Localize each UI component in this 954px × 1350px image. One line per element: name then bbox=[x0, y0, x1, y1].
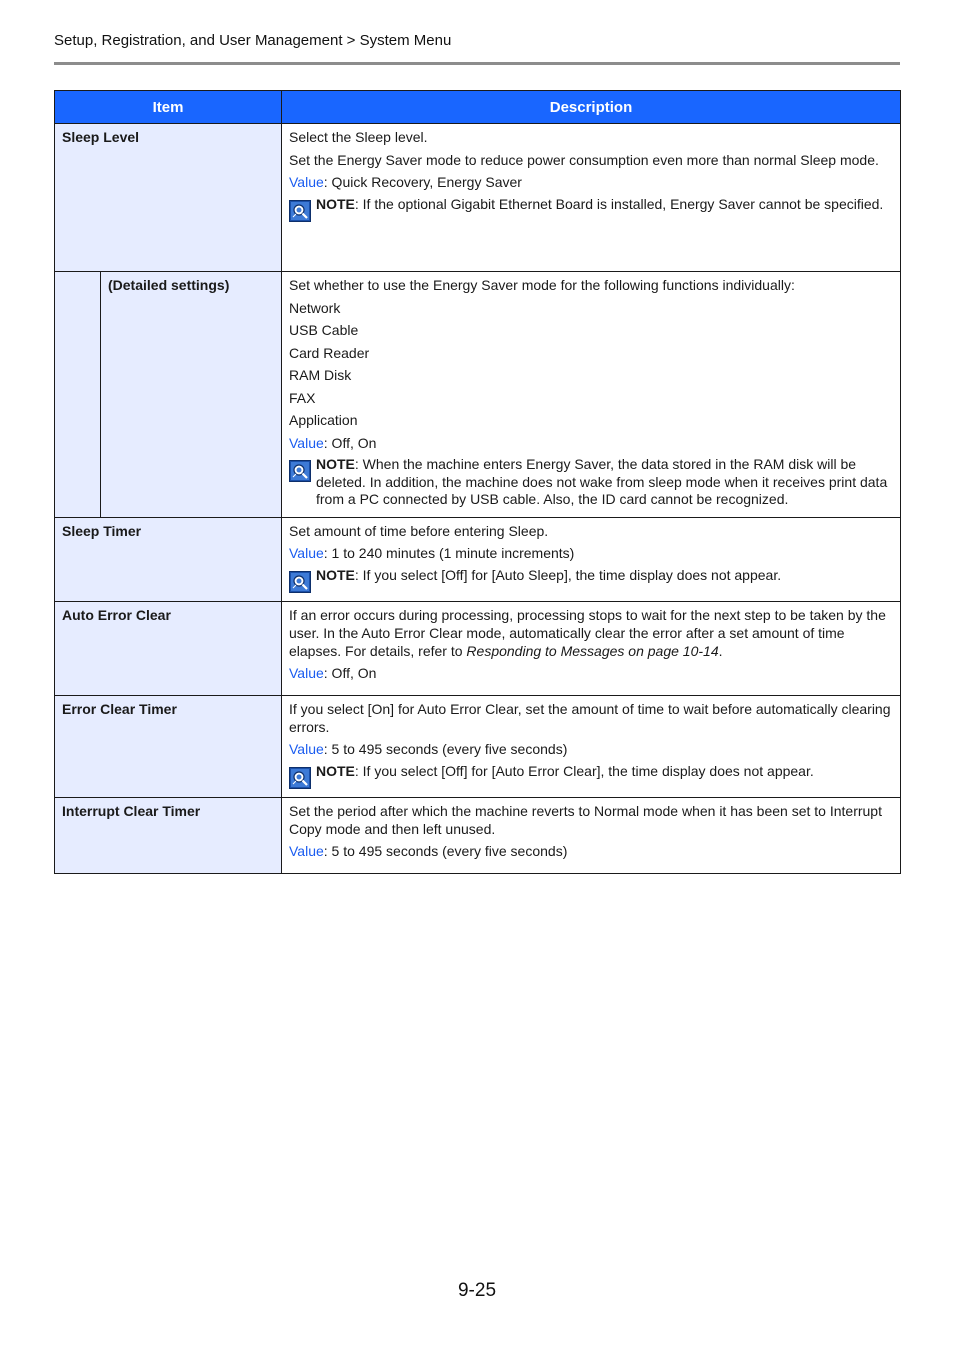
description-sleep-timer bbox=[282, 517, 901, 601]
column-header-item: Item bbox=[55, 91, 282, 124]
value-label: Value bbox=[289, 545, 324, 561]
header-rule bbox=[54, 62, 900, 65]
page-number: 9-25 bbox=[457, 1280, 497, 1301]
value-text: : 5 to 495 seconds (every five seconds) bbox=[323, 741, 568, 757]
note-block bbox=[289, 196, 892, 222]
value-label: Value bbox=[289, 434, 324, 451]
value-text: : Off, On bbox=[323, 434, 377, 451]
note-icon bbox=[289, 200, 311, 222]
note-text: : When the machine enters Energy Saver, the data stored in the RAM disk will be deleted. In addition, the machine does not wake from sleep mode when it receives print data from a PC connected by USB cable. Also, the ID card cannot be recognized. bbox=[316, 456, 888, 507]
value-line bbox=[289, 544, 892, 562]
note-label: NOTE bbox=[316, 195, 355, 212]
function-fax: FAX bbox=[289, 389, 316, 406]
value-text: : Off, On bbox=[323, 665, 377, 681]
value-text: : 5 to 495 seconds (every five seconds) bbox=[323, 843, 568, 859]
table-row-sleep-level bbox=[55, 124, 901, 272]
value-line bbox=[289, 173, 892, 191]
note-icon bbox=[289, 767, 311, 789]
value-label: Value bbox=[289, 665, 324, 681]
note-label: NOTE bbox=[316, 566, 355, 583]
note-icon bbox=[289, 460, 311, 482]
item-auto-error-clear: Auto Error Clear bbox=[55, 601, 282, 695]
running-header: Setup, Registration, and User Management > System Menu bbox=[54, 32, 452, 49]
value-text: : Quick Recovery, Energy Saver bbox=[323, 174, 522, 190]
function-usb-cable: USB Cable bbox=[289, 322, 359, 338]
indent-cell bbox=[55, 272, 101, 518]
description-line: Set the Energy Saver mode to reduce power consumption even more than normal Sleep mode. bbox=[289, 151, 879, 168]
description-interrupt-clear-timer bbox=[282, 797, 901, 873]
value-label: Value bbox=[289, 741, 324, 757]
value-text: : 1 to 240 minutes (1 minute increments) bbox=[323, 545, 575, 561]
note-label: NOTE bbox=[316, 762, 355, 779]
item-detailed-settings: (Detailed settings) bbox=[101, 272, 282, 518]
function-ram-disk: RAM Disk bbox=[289, 367, 352, 383]
description-line: Set amount of time before entering Sleep. bbox=[289, 522, 549, 539]
cross-reference: Responding to Messages on page 10-14 bbox=[466, 642, 719, 659]
table-row-error-clear-timer bbox=[55, 695, 901, 797]
description-detailed-settings bbox=[282, 272, 901, 518]
function-card-reader: Card Reader bbox=[289, 344, 370, 361]
note-block bbox=[289, 763, 892, 789]
column-header-description: Description bbox=[282, 91, 901, 124]
system-menu-table bbox=[54, 90, 901, 874]
description-line: Set whether to use the Energy Saver mode for the following functions individually: bbox=[289, 277, 795, 293]
note-text: : If the optional Gigabit Ethernet Board is installed, Energy Saver cannot be specified. bbox=[354, 195, 884, 212]
note-text: : If you select [Off] for [Auto Error Clear], the time display does not appear. bbox=[354, 762, 814, 779]
table-row-auto-error-clear bbox=[55, 601, 901, 695]
value-line bbox=[289, 740, 892, 758]
description-error-clear-timer bbox=[282, 695, 901, 797]
value-line bbox=[289, 664, 892, 682]
value-line bbox=[289, 434, 892, 452]
description-line: If you select [On] for Auto Error Clear, set the amount of time to wait before automatically clearing errors. bbox=[289, 700, 891, 735]
value-label: Value bbox=[289, 843, 324, 859]
description-line: Set the period after which the machine reverts to Normal mode when it has been set to Interrupt Copy mode and then left unused. bbox=[289, 802, 882, 837]
function-application: Application bbox=[289, 412, 358, 428]
note-label: NOTE bbox=[316, 456, 355, 472]
table-row-detailed-settings bbox=[55, 272, 901, 518]
table-row-interrupt-clear-timer bbox=[55, 797, 901, 873]
note-icon bbox=[289, 571, 311, 593]
value-line bbox=[289, 842, 892, 860]
description-sleep-level bbox=[282, 124, 901, 272]
note-block bbox=[289, 456, 892, 509]
function-network: Network bbox=[289, 299, 341, 316]
item-sleep-timer: Sleep Timer bbox=[55, 517, 282, 601]
item-sleep-level: Sleep Level bbox=[55, 124, 282, 272]
item-error-clear-timer: Error Clear Timer bbox=[55, 695, 282, 797]
note-text: : If you select [Off] for [Auto Sleep], the time display does not appear. bbox=[354, 566, 782, 583]
note-block bbox=[289, 567, 892, 593]
description-auto-error-clear bbox=[282, 601, 901, 695]
item-interrupt-clear-timer: Interrupt Clear Timer bbox=[55, 797, 282, 873]
description-line: Select the Sleep level. bbox=[289, 129, 428, 145]
value-label: Value bbox=[289, 174, 324, 190]
table-row-sleep-timer bbox=[55, 517, 901, 601]
description-line: If an error occurs during processing, processing stops to wait for the next step to be taken by the user. In the Auto Error Clear mode, automatically clear the error after a set amount of time elapses. For details, refer to Responding to Messages on page 10-14. bbox=[289, 606, 886, 659]
table-header-row bbox=[55, 91, 901, 124]
